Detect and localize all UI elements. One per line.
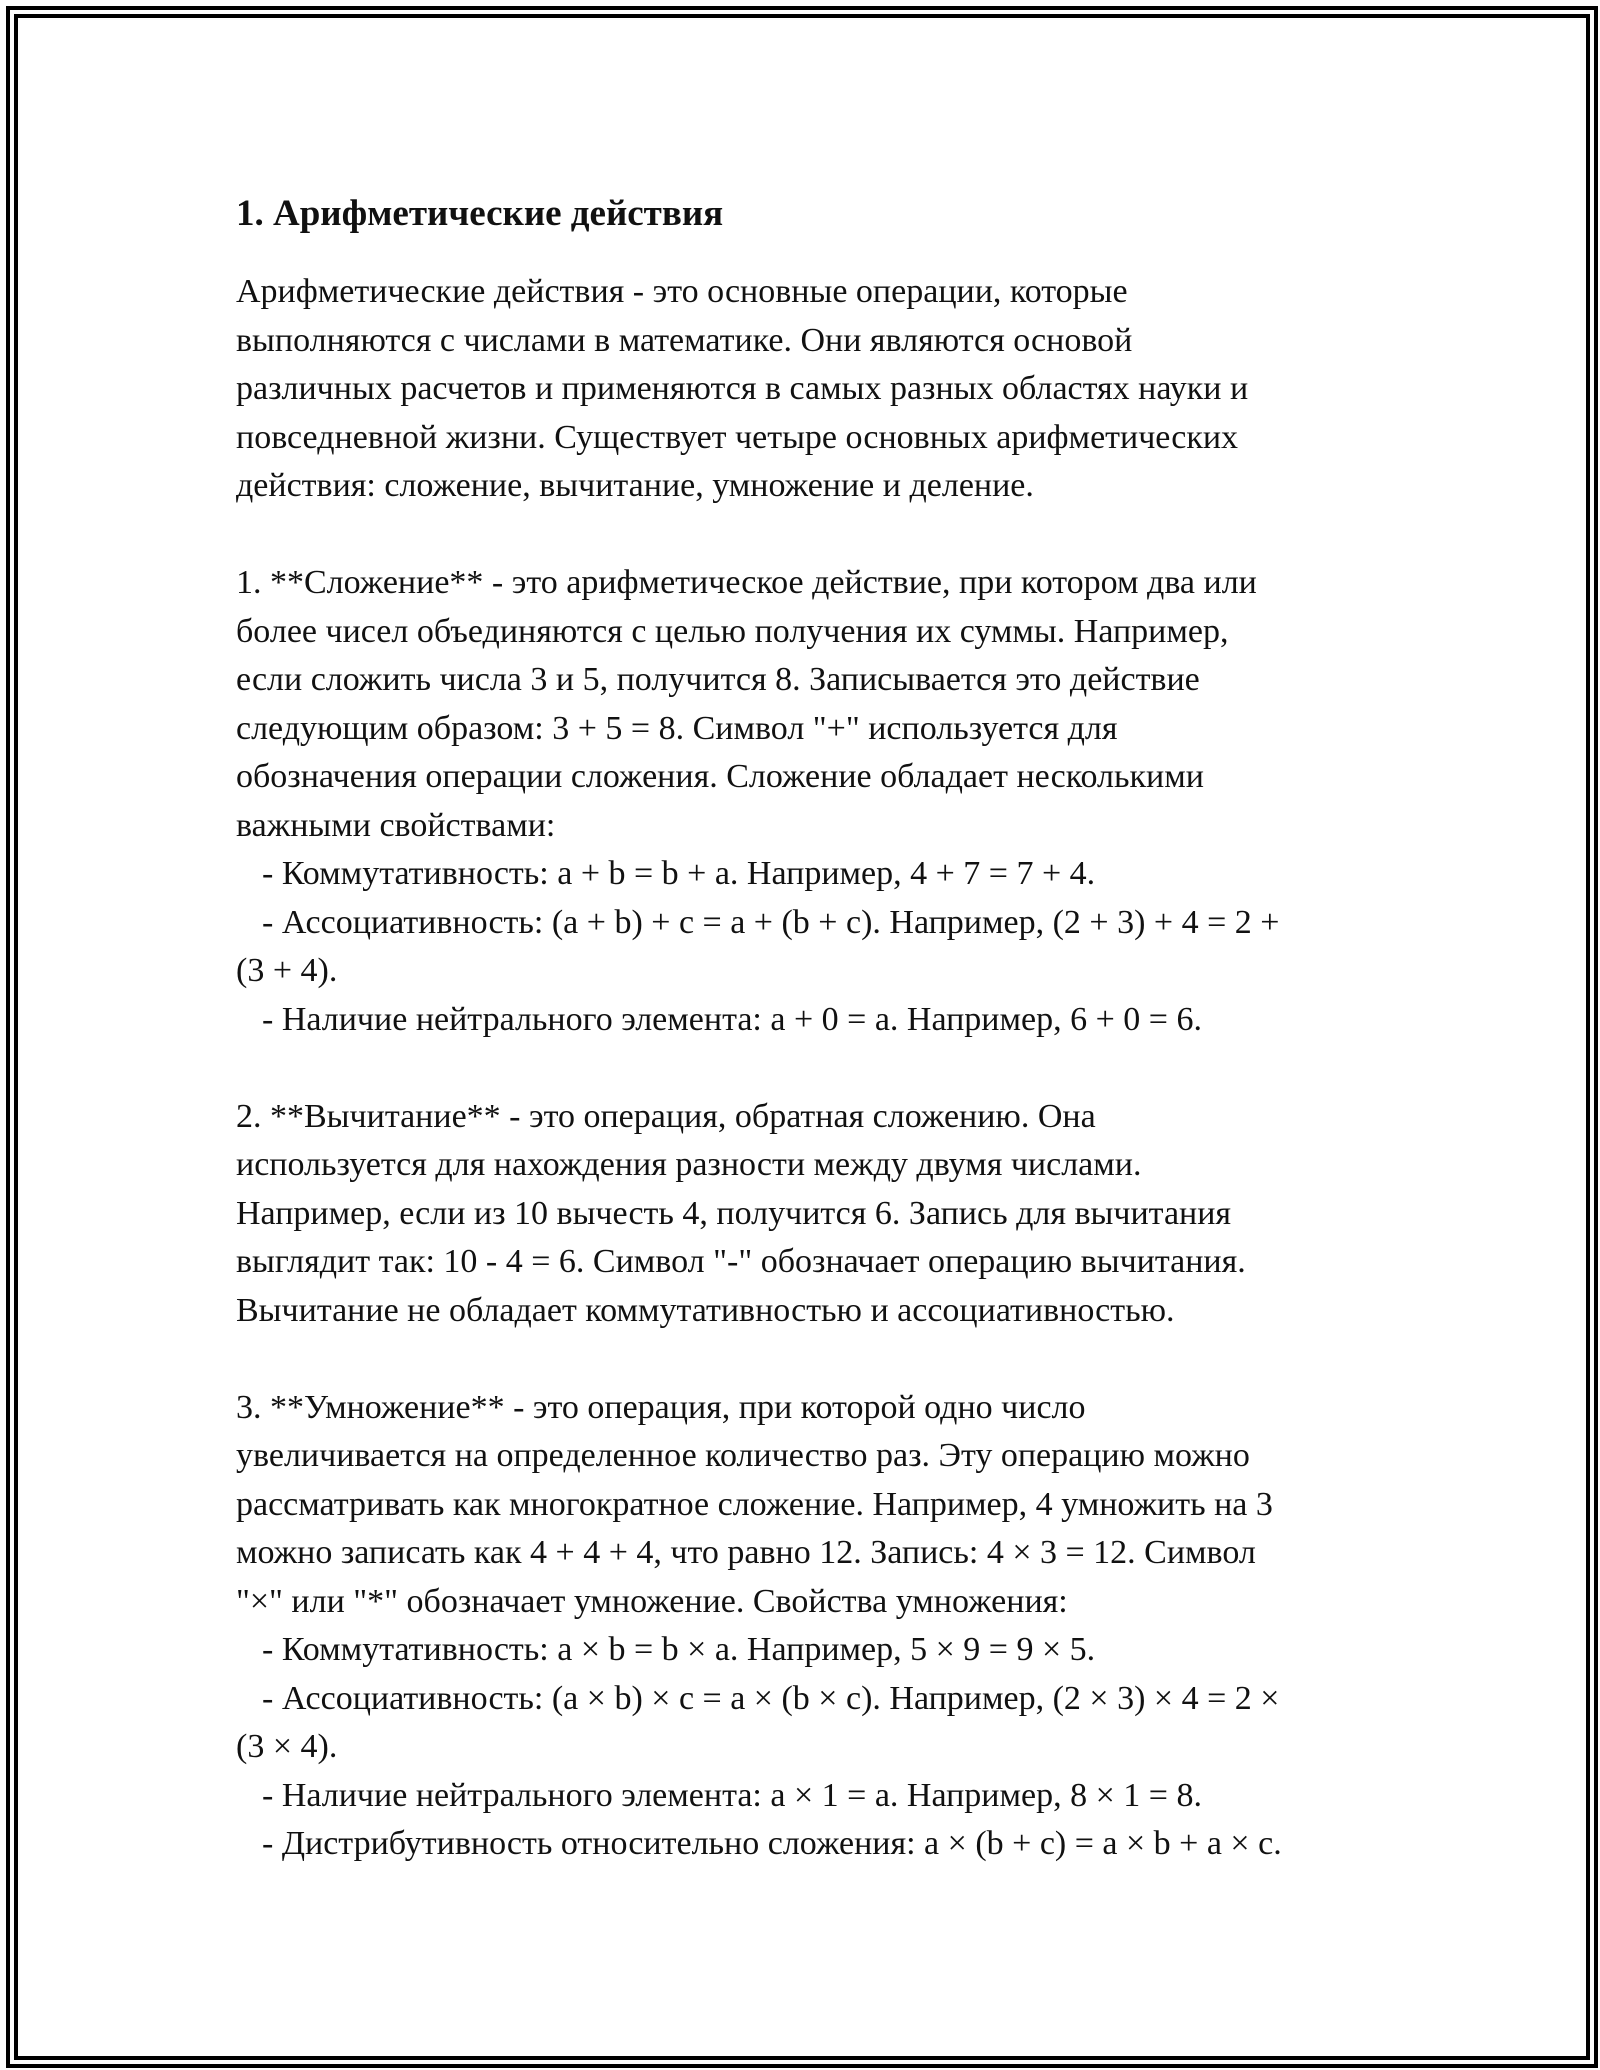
multiplication-section — [236, 1384, 1376, 1869]
text-line: 2. **Вычитание** - это операция, обратная сложению. Она — [236, 1097, 1096, 1135]
property-associativity-continued: (3 + 4). — [236, 952, 338, 989]
text-line: Арифметические действия - это основные операции, которые — [236, 273, 1128, 310]
property-distributivity: - Дистрибутивность относительно сложения: a × (b + c) = a × b + a × c. — [262, 1825, 1282, 1862]
text-line: действия: сложение, вычитание, умножение и деление. — [236, 467, 1034, 504]
text-line: выполняются с числами в математике. Они являются основой — [236, 321, 1133, 359]
property-commutativity: - Коммутативность: a + b = b + a. Например, 4 + 7 = 7 + 4. — [262, 855, 1096, 892]
text-line: обозначения операции сложения. Сложение обладает несколькими — [236, 758, 1204, 795]
text-line: выглядит так: 10 - 4 = 6. Символ "-" обозначает операцию вычитания. — [236, 1243, 1246, 1280]
text-line: Например, если из 10 вычесть 4, получится 6. Запись для вычитания — [236, 1194, 1232, 1232]
document-body — [236, 190, 1376, 1869]
intro-paragraph — [236, 268, 1376, 511]
text-line: повседневной жизни. Существует четыре основных арифметических — [236, 418, 1239, 456]
paragraph-gap — [236, 1335, 1376, 1384]
property-commutativity: - Коммутативность: a × b = b × a. Например, 5 × 9 = 9 × 5. — [262, 1631, 1096, 1668]
subtraction-section — [236, 1093, 1376, 1336]
text-line: 3. **Умножение** - это операция, при которой одно число — [236, 1388, 1086, 1426]
property-neutral-element: - Наличие нейтрального элемента: a + 0 = a. Например, 6 + 0 = 6. — [262, 1000, 1202, 1038]
text-line: важными свойствами: — [236, 806, 556, 844]
page-title: 1. Арифметические действия — [236, 193, 724, 234]
text-line: 1. **Сложение** - это арифметическое действие, при котором два или — [236, 564, 1257, 601]
property-associativity-continued: (3 × 4). — [236, 1728, 338, 1765]
text-line: рассматривать как многократное сложение. Например, 4 умножить на 3 — [236, 1485, 1273, 1523]
text-line: увеличивается на определенное количество раз. Эту операцию можно — [236, 1437, 1250, 1474]
text-line: Вычитание не обладает коммутативностью и ассоциативностью. — [236, 1291, 1175, 1329]
property-associativity: - Ассоциативность: (a + b) + c = a + (b + c). Например, (2 + 3) + 4 = 2 + — [262, 903, 1280, 941]
paragraph-gap — [236, 511, 1376, 560]
text-line: "×" или "*" обозначает умножение. Свойства умножения: — [236, 1582, 1068, 1620]
text-line: если сложить числа 3 и 5, получится 8. Записывается это действие — [236, 661, 1200, 698]
text-line: различных расчетов и применяются в самых разных областях науки и — [236, 370, 1249, 407]
text-line: более чисел объединяются с целью получения их суммы. Например, — [236, 612, 1229, 650]
property-neutral-element: - Наличие нейтрального элемента: a × 1 = a. Например, 8 × 1 = 8. — [262, 1776, 1202, 1814]
text-line: можно записать как 4 + 4 + 4, что равно 12. Запись: 4 × 3 = 12. Символ — [236, 1534, 1256, 1571]
addition-section — [236, 559, 1376, 1044]
text-line: следующим образом: 3 + 5 = 8. Символ "+" используется для — [236, 709, 1118, 747]
property-associativity: - Ассоциативность: (a × b) × c = a × (b × c). Например, (2 × 3) × 4 = 2 × — [262, 1679, 1280, 1717]
paragraph-gap — [236, 1044, 1376, 1093]
text-line: используется для нахождения разности между двумя числами. — [236, 1146, 1142, 1183]
